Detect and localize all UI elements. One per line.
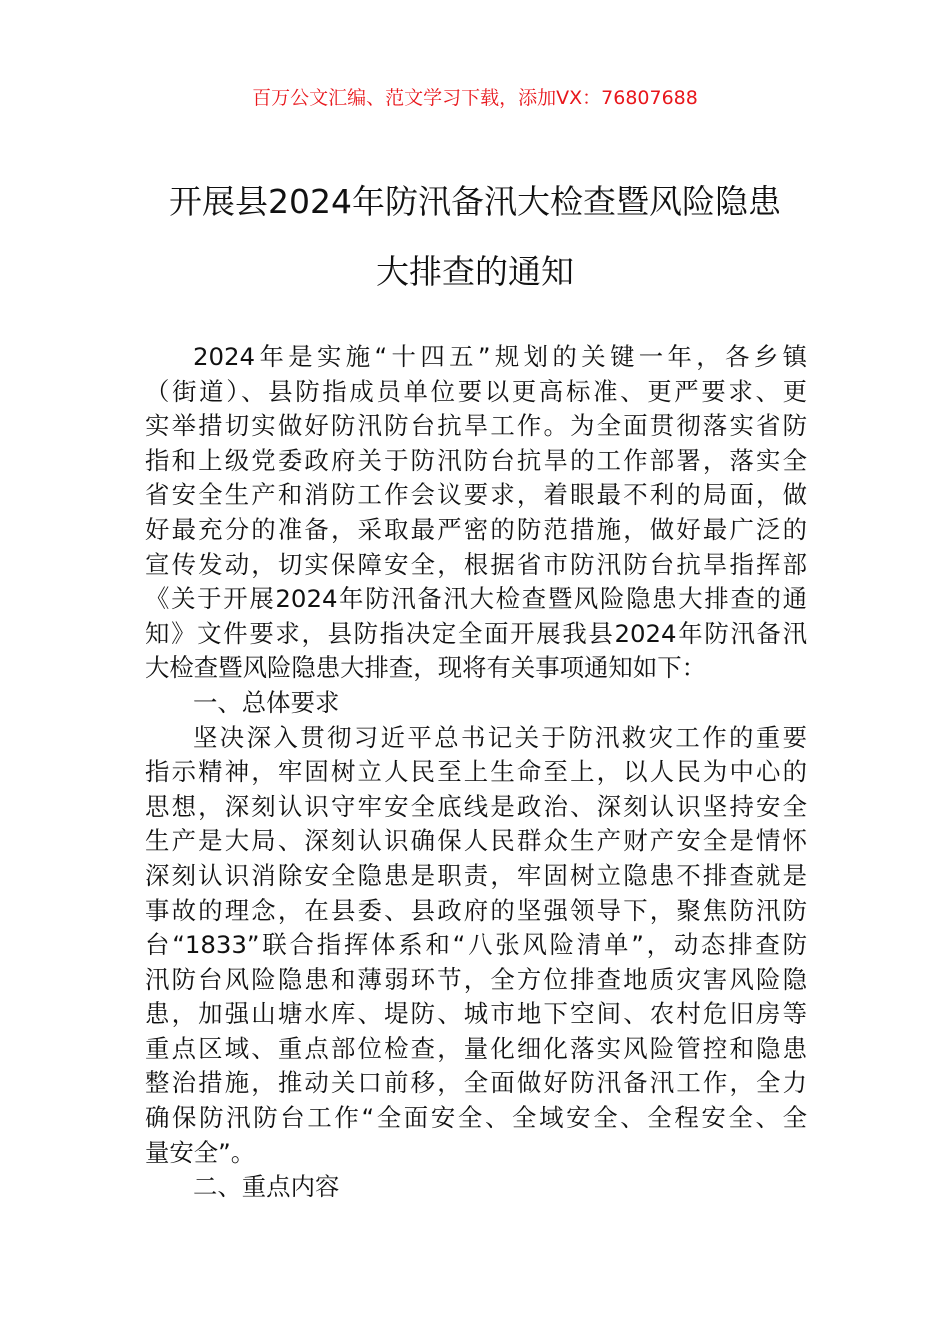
document-body bbox=[145, 340, 807, 1205]
document-title-line-1: 开展县2024年防汛备汛大检查暨风险隐患 bbox=[169, 182, 781, 221]
body-line: 省安全生产和消防工作会议要求，着眼最不利的局面，做 bbox=[145, 480, 807, 510]
body-line: 知》文件要求，县防指决定全面开展我县2024年防汛备汛 bbox=[145, 618, 807, 648]
body-line: 《关于开展2024年防汛备汛大检查暨风险隐患大排查的通 bbox=[145, 584, 807, 614]
body-line: 大检查暨风险隐患大排查，现将有关事项通知如下： bbox=[145, 653, 706, 683]
promo-banner: 百万公文汇编、范文学习下载，添加VX：76807688 bbox=[252, 87, 698, 109]
body-line: （街道）、县防指成员单位要以更高标准、更严要求、更 bbox=[145, 376, 807, 406]
body-line: 指和上级党委政府关于防汛防台抗旱的工作部署，落实全 bbox=[145, 445, 807, 475]
body-line: 确保防汛防台工作“全面安全、全域安全、全程安全、全 bbox=[145, 1103, 807, 1133]
section-heading-2: 二、重点内容 bbox=[193, 1172, 340, 1202]
section-heading-1: 一、总体要求 bbox=[193, 687, 340, 717]
body-line: 宣传发动，切实保障安全，根据省市防汛防台抗旱指挥部 bbox=[145, 549, 807, 579]
body-line: 思想，深刻认识守牢安全底线是政治、深刻认识坚持安全 bbox=[145, 791, 807, 821]
body-line: 重点区域、重点部位检查，量化细化落实风险管控和隐患 bbox=[145, 1033, 807, 1063]
body-line: 坚决深入贯彻习近平总书记关于防汛救灾工作的重要 bbox=[193, 722, 807, 752]
body-line: 量安全”。 bbox=[145, 1137, 256, 1167]
body-line: 深刻认识消除安全隐患是职责，牢固树立隐患不排查就是 bbox=[145, 860, 807, 890]
body-line: 实举措切实做好防汛防台抗旱工作。为全面贯彻落实省防 bbox=[145, 411, 807, 441]
document-title-line-2: 大排查的通知 bbox=[376, 252, 574, 291]
body-line: 事故的理念，在县委、县政府的坚强领导下，聚焦防汛防 bbox=[145, 895, 807, 925]
body-line: 生产是大局、深刻认识确保人民群众生产财产安全是情怀 bbox=[145, 826, 807, 856]
body-line: 好最充分的准备，采取最严密的防范措施，做好最广泛的 bbox=[145, 514, 807, 544]
body-line: 台“1833”联合指挥体系和“八张风险清单”，动态排查防 bbox=[145, 930, 807, 960]
body-line: 整治措施，推动关口前移，全面做好防汛备汛工作，全力 bbox=[145, 1068, 807, 1098]
body-line: 指示精神，牢固树立人民至上生命至上，以人民为中心的 bbox=[145, 757, 807, 787]
body-line: 汛防台风险隐患和薄弱环节，全方位排查地质灾害风险隐 bbox=[145, 964, 807, 994]
body-line: 患，加强山塘水库、堤防、城市地下空间、农村危旧房等 bbox=[145, 999, 807, 1029]
body-line: 2024年是实施“十四五”规划的关键一年，各乡镇 bbox=[193, 342, 807, 371]
